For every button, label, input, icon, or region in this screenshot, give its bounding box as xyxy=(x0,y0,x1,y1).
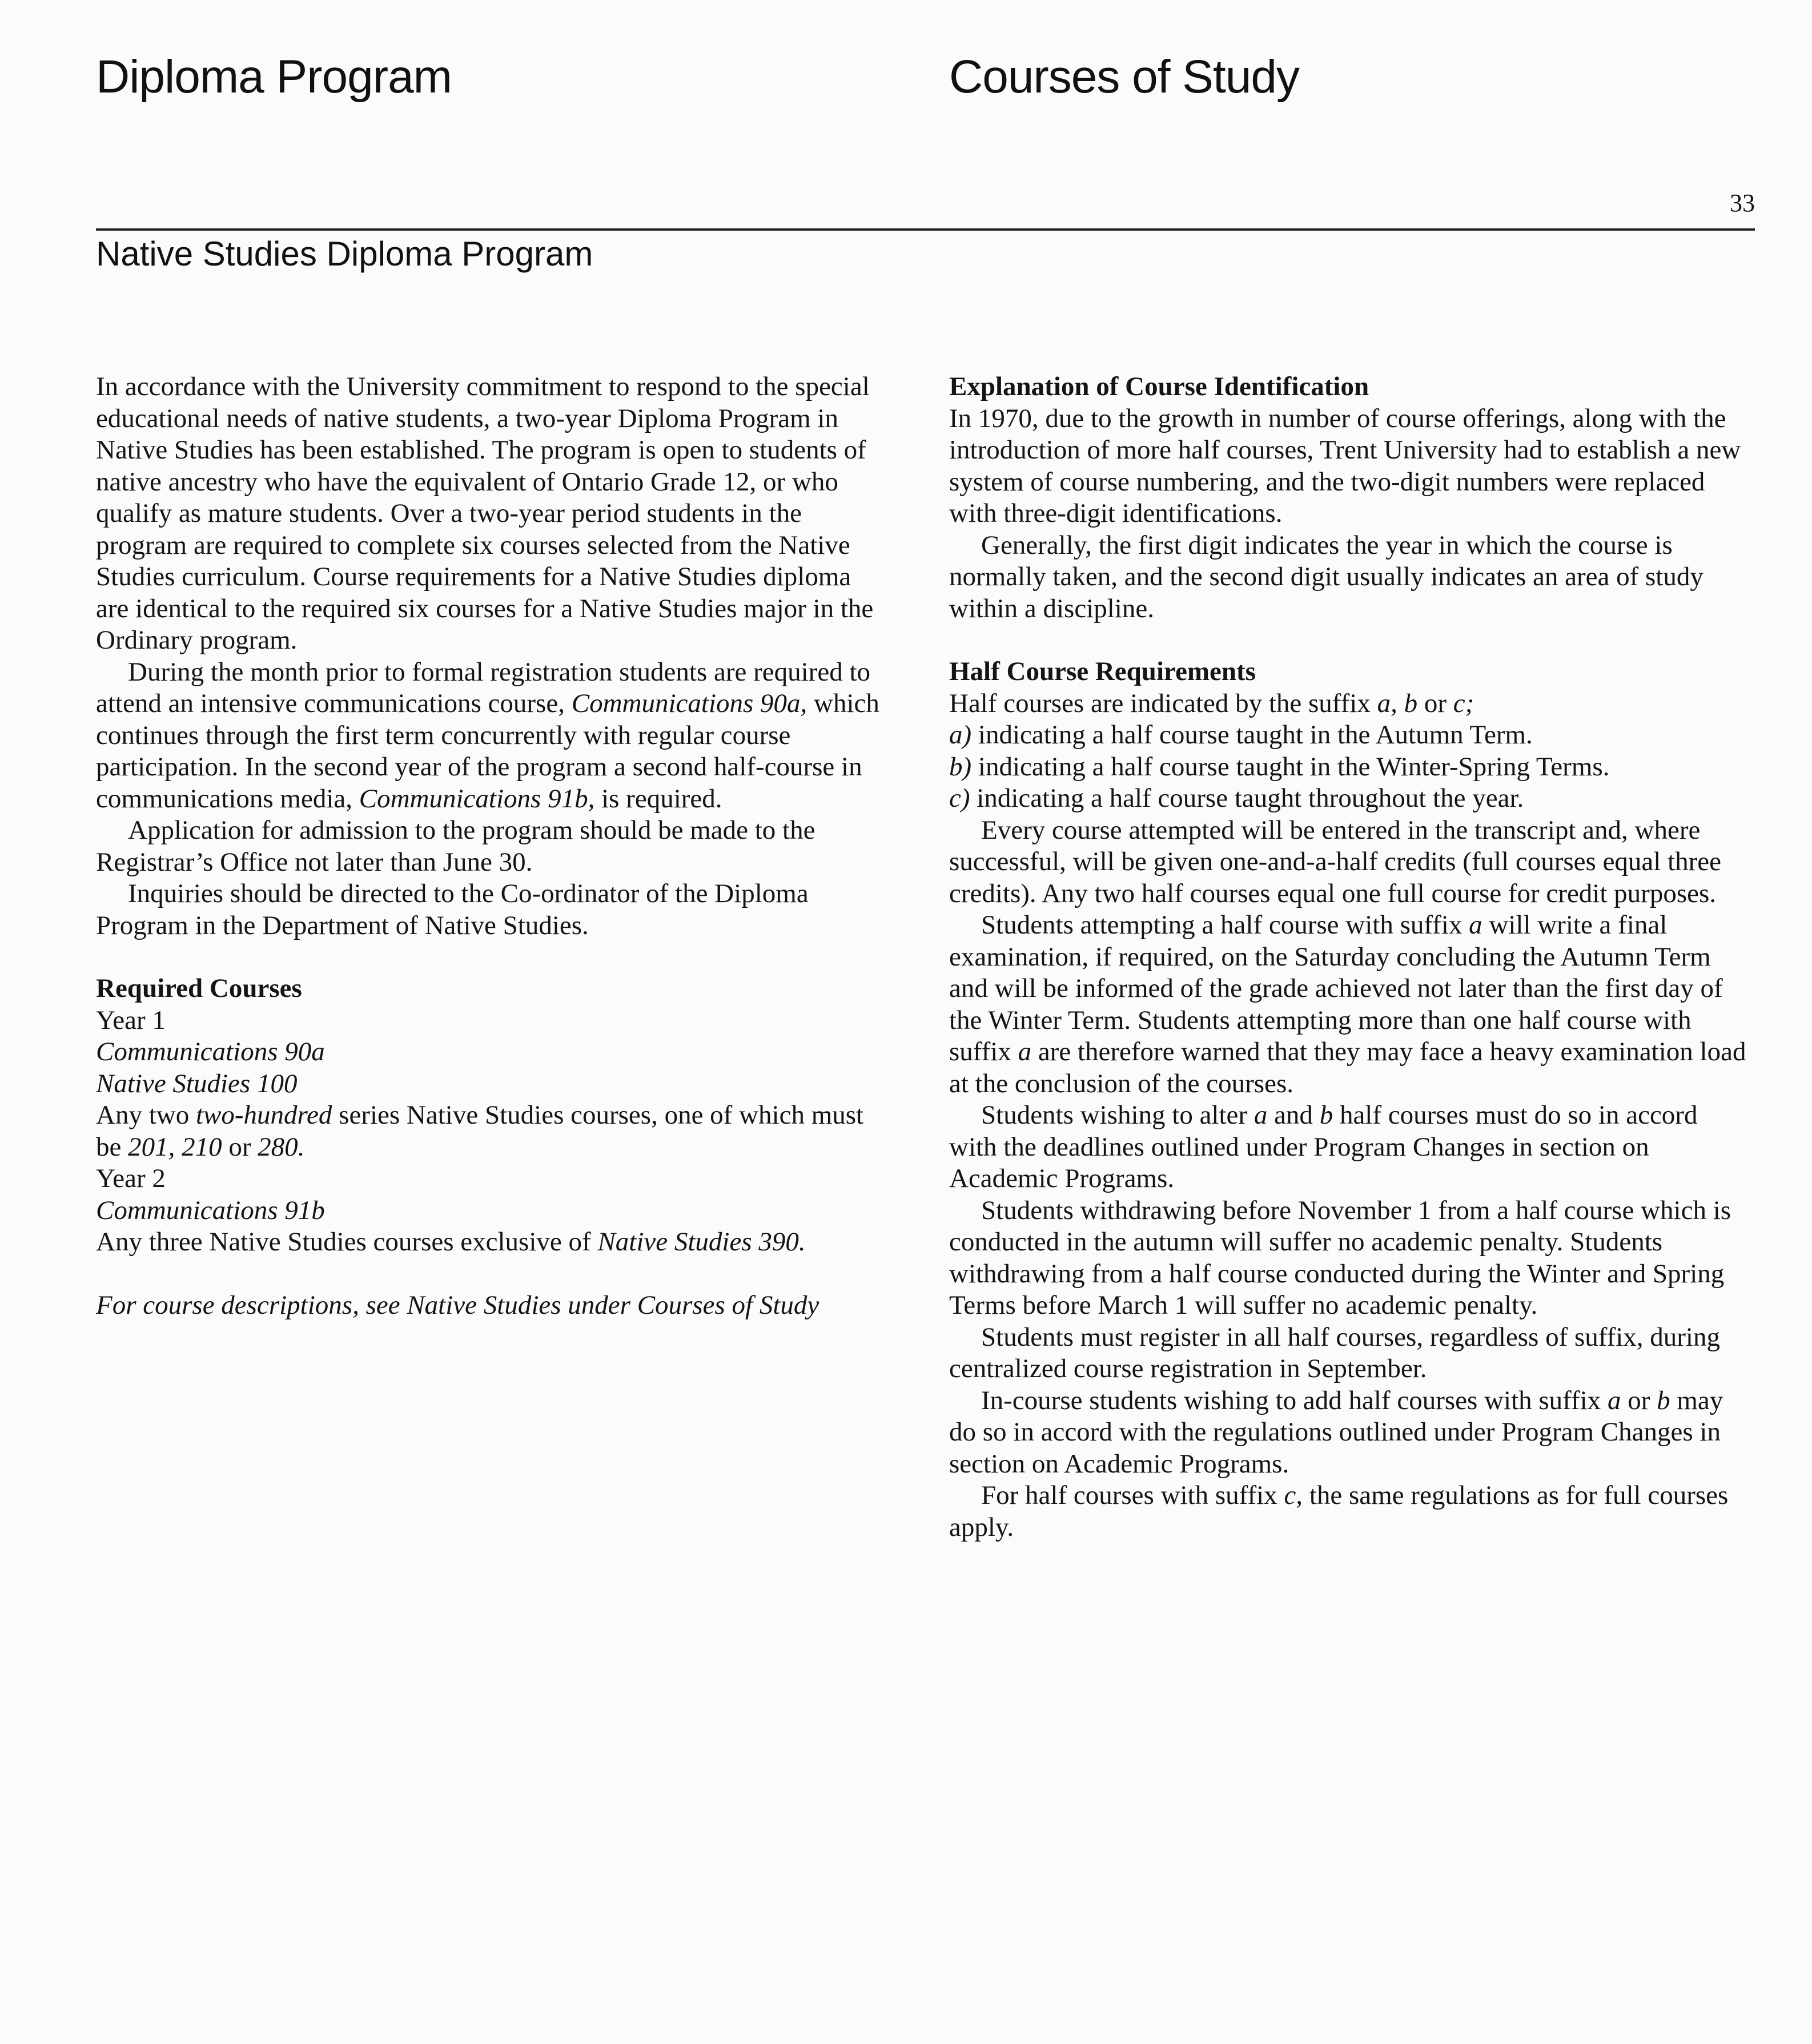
suffix-letter: c; xyxy=(1453,688,1474,718)
text-span: half courses must do so in accord with the deadlines outlined under Program Changes in section on Academic Programs. xyxy=(949,1100,1698,1193)
item-text: indicating a half course taught throughout the year. xyxy=(970,783,1524,813)
suffix-letter: a xyxy=(1607,1385,1621,1415)
year-1-course-communications: Communications 90a xyxy=(96,1037,325,1067)
running-header-left: Diploma Program xyxy=(96,51,452,103)
communications-paragraph xyxy=(96,657,890,815)
text-span: which continues through the first term concurrently with regular course participation. In the second year of the program a second half-course in communications media, xyxy=(96,689,879,814)
examination-paragraph xyxy=(949,910,1749,1100)
text-span: In-course students wishing to add half courses with suffix xyxy=(981,1385,1608,1415)
text-span: Students attempting a half course with suffix xyxy=(981,910,1469,940)
text-span: are therefore warned that they may face a heavy examination load at the conclusion of the courses. xyxy=(949,1037,1746,1099)
item-letter: a) xyxy=(949,720,972,750)
suffix-letter: b xyxy=(1657,1385,1670,1415)
in-course-paragraph xyxy=(949,1385,1749,1480)
explanation-paragraph-1: In 1970, due to the growth in number of course offerings, along with the introduction of more half courses, Trent University had to establish a new system of course numbering, and the two-digit numbers were replaced with three-digit identifications. xyxy=(949,403,1741,528)
year-1-label: Year 1 xyxy=(96,1005,166,1035)
suffix-item-b xyxy=(949,751,1749,783)
year-2-elective xyxy=(96,1226,890,1258)
full-course-rules-paragraph xyxy=(949,1480,1749,1543)
text-span: For half courses with suffix xyxy=(981,1480,1284,1510)
text-span: two-hundred xyxy=(195,1100,332,1130)
text-span: will write a final examination, if required, on the Saturday concluding the Autumn Term and will be informed of the grade achieved not later than the first day of the Winter Term. Students attempting more than one half course with suffix xyxy=(949,910,1723,1067)
course-name: Native Studies 390. xyxy=(597,1227,806,1257)
item-text: indicating a half course taught in the Autumn Term. xyxy=(971,720,1533,750)
year-1-elective xyxy=(96,1100,890,1163)
suffix-letter: c, xyxy=(1284,1480,1303,1510)
right-column xyxy=(949,371,1749,1543)
text-span: and xyxy=(1267,1100,1320,1130)
text-span: or xyxy=(222,1132,258,1162)
course-name: Communications 90a, xyxy=(571,689,807,718)
item-letter: c) xyxy=(949,783,970,813)
section-title: Native Studies Diploma Program xyxy=(96,235,593,273)
text-span: is required. xyxy=(594,783,722,814)
course-numbers: 201, 210 xyxy=(128,1132,222,1162)
suffix-item-c xyxy=(949,783,1749,815)
intro-paragraph: In accordance with the University commitment to respond to the special educational needs of native students, a two-year Diploma Program in Native Studies has been established. The program is open to students of native ancestry who have the equivalent of Ontario Grade 12, or who qualify as mature students. Over a two-year period students in the program are required to complete six courses selected from the Native Studies curriculum. Course requirements for a Native Studies diploma are identical to the required six courses for a Native Studies major in the Ordinary program. xyxy=(96,372,874,655)
header-rule xyxy=(96,228,1755,231)
alter-paragraph xyxy=(949,1100,1749,1195)
suffix-letter: a xyxy=(1018,1037,1032,1067)
suffix-letter: b xyxy=(1319,1100,1333,1130)
registration-paragraph: Students must register in all half courses, regardless of suffix, during centralized course registration in September. xyxy=(949,1322,1720,1383)
text-span: Any three Native Studies courses exclusive of xyxy=(96,1227,598,1257)
running-header-right: Courses of Study xyxy=(949,51,1299,103)
application-paragraph: Application for admission to the program should be made to the Registrar’s Office not later than June 30. xyxy=(96,815,815,877)
required-courses-heading: Required Courses xyxy=(96,973,302,1003)
text-span: may do so in accord with the regulations outlined under Program Changes in section on Academic Programs. xyxy=(949,1385,1723,1479)
item-letter: b) xyxy=(949,751,972,782)
text-span: Any two xyxy=(96,1100,196,1130)
suffix-letter: a xyxy=(1469,910,1482,940)
year-2-label: Year 2 xyxy=(96,1164,166,1193)
text-span: or xyxy=(1621,1385,1657,1415)
year-1-course-native-studies: Native Studies 100 xyxy=(96,1068,298,1099)
page-number: 33 xyxy=(1730,189,1755,217)
explanation-heading: Explanation of Course Identification xyxy=(949,372,1369,401)
left-column xyxy=(96,371,890,1321)
text-span: series Native Studies courses, one of which must be xyxy=(96,1100,864,1162)
year-2-course-communications: Communications 91b xyxy=(96,1195,325,1225)
suffix-item-a xyxy=(949,719,1749,751)
explanation-paragraph-2: Generally, the first digit indicates the year in which the course is normally taken, and the second digit usually indicates an area of study within a discipline. xyxy=(949,530,1703,623)
text-span: Half courses are indicated by the suffix xyxy=(949,688,1377,718)
suffix-letters: a, b xyxy=(1377,688,1418,718)
text-span: the same regulations as for full courses apply. xyxy=(949,1480,1729,1542)
inquiries-paragraph: Inquiries should be directed to the Co-ordinator of the Diploma Program in the Department of Native Studies. xyxy=(96,879,809,940)
credits-paragraph: Every course attempted will be entered in the transcript and, where successful, will be given one-and-a-half credits (full courses equal three credits). Any two half courses equal one full course for credit purposes. xyxy=(949,815,1722,908)
course-descriptions-note: For course descriptions, see Native Studies under Courses of Study xyxy=(96,1290,819,1320)
withdrawal-paragraph: Students withdrawing before November 1 from a half course which is conducted in the autumn will suffer no academic penalty. Students withdrawing from a half course conducted during the Winter and Spring Terms before March 1 will suffer no academic penalty. xyxy=(949,1195,1731,1320)
item-text: indicating a half course taught in the Winter-Spring Terms. xyxy=(971,751,1610,782)
half-course-intro xyxy=(949,688,1749,720)
course-number: 280. xyxy=(258,1132,305,1162)
text-span: Students wishing to alter xyxy=(981,1100,1254,1130)
half-course-heading: Half Course Requirements xyxy=(949,657,1256,686)
text-span: During the month prior to formal registration students are required to attend an intensive communications course, xyxy=(96,657,871,718)
text-span: or xyxy=(1417,688,1453,718)
course-name: Communications 91b, xyxy=(359,783,595,814)
suffix-letter: a xyxy=(1253,1100,1268,1130)
